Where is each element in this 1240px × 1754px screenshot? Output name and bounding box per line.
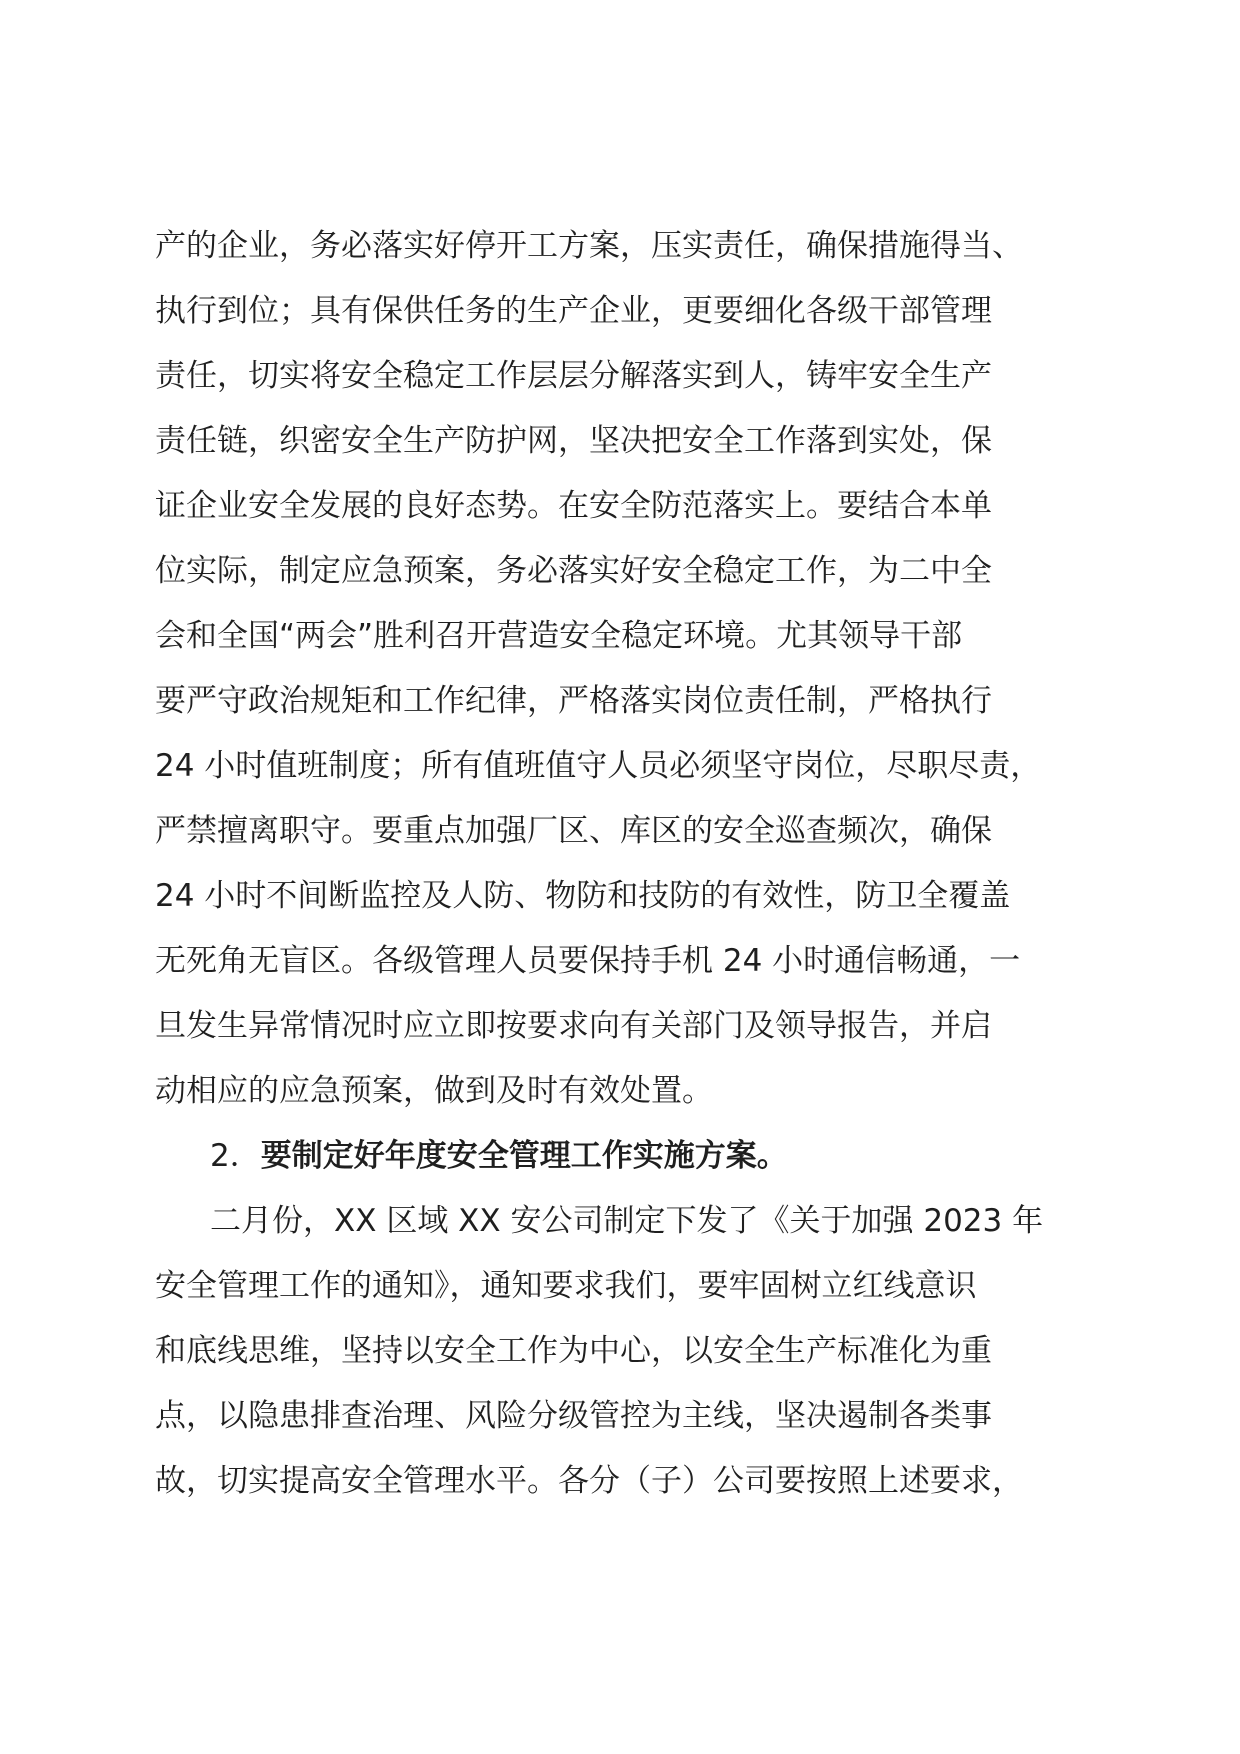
heading-text: 要制定好年度安全管理工作实施方案。 [260, 1138, 788, 1174]
paragraph-2 [155, 1189, 1115, 1514]
paragraph-line: 点，以隐患排查治理、风险分级管控为主线，坚决遏制各类事 [155, 1398, 992, 1434]
paragraph-line: 产的企业，务必落实好停开工方案，压实责任，确保措施得当、 [155, 228, 1023, 264]
paragraph-line: 24 小时不间断监控及人防、物防和技防的有效性，防卫全覆盖 [155, 878, 1011, 914]
paragraph-line: 动相应的应急预案，做到及时有效处置。 [155, 1073, 713, 1109]
paragraph-line: 故，切实提高安全管理水平。各分（子）公司要按照上述要求， [155, 1463, 1023, 1499]
paragraph-line: 严禁擅离职守。要重点加强厂区、库区的安全巡查频次，确保 [155, 813, 992, 849]
paragraph-line: 二月份，XX 区域 XX 安公司制定下发了《关于加强 2023 年 [210, 1203, 1044, 1239]
paragraph-line: 责任，切实将安全稳定工作层层分解落实到人，铸牢安全生产 [155, 358, 992, 394]
heading-number: 2． [210, 1138, 261, 1174]
paragraph-line: 执行到位；具有保供任务的生产企业，更要细化各级干部管理 [155, 293, 992, 329]
paragraph-line: 责任链，织密安全生产防护网，坚决把安全工作落到实处，保 [155, 423, 992, 459]
paragraph-line: 位实际，制定应急预案，务必落实好安全稳定工作，为二中全 [155, 553, 992, 589]
paragraph-line: 和底线思维，坚持以安全工作为中心，以安全生产标准化为重 [155, 1333, 992, 1369]
paragraph-1 [155, 214, 1115, 1124]
paragraph-line: 安全管理工作的通知》，通知要求我们，要牢固树立红线意识 [155, 1268, 977, 1304]
paragraph-line: 证企业安全发展的良好态势。在安全防范落实上。要结合本单 [155, 488, 992, 524]
document-body [155, 214, 1115, 1514]
paragraph-line: 要严守政治规矩和工作纪律，严格落实岗位责任制，严格执行 [155, 683, 992, 719]
paragraph-line: 旦发生异常情况时应立即按要求向有关部门及领导报告，并启 [155, 1008, 992, 1044]
section-heading [155, 1124, 1115, 1189]
paragraph-line: 会和全国“两会”胜利召开营造安全稳定环境。尤其领导干部 [155, 618, 963, 654]
paragraph-line: 24 小时值班制度；所有值班值守人员必须坚守岗位，尽职尽责， [155, 748, 1042, 784]
paragraph-line: 无死角无盲区。各级管理人员要保持手机 24 小时通信畅通，一 [155, 943, 1021, 979]
